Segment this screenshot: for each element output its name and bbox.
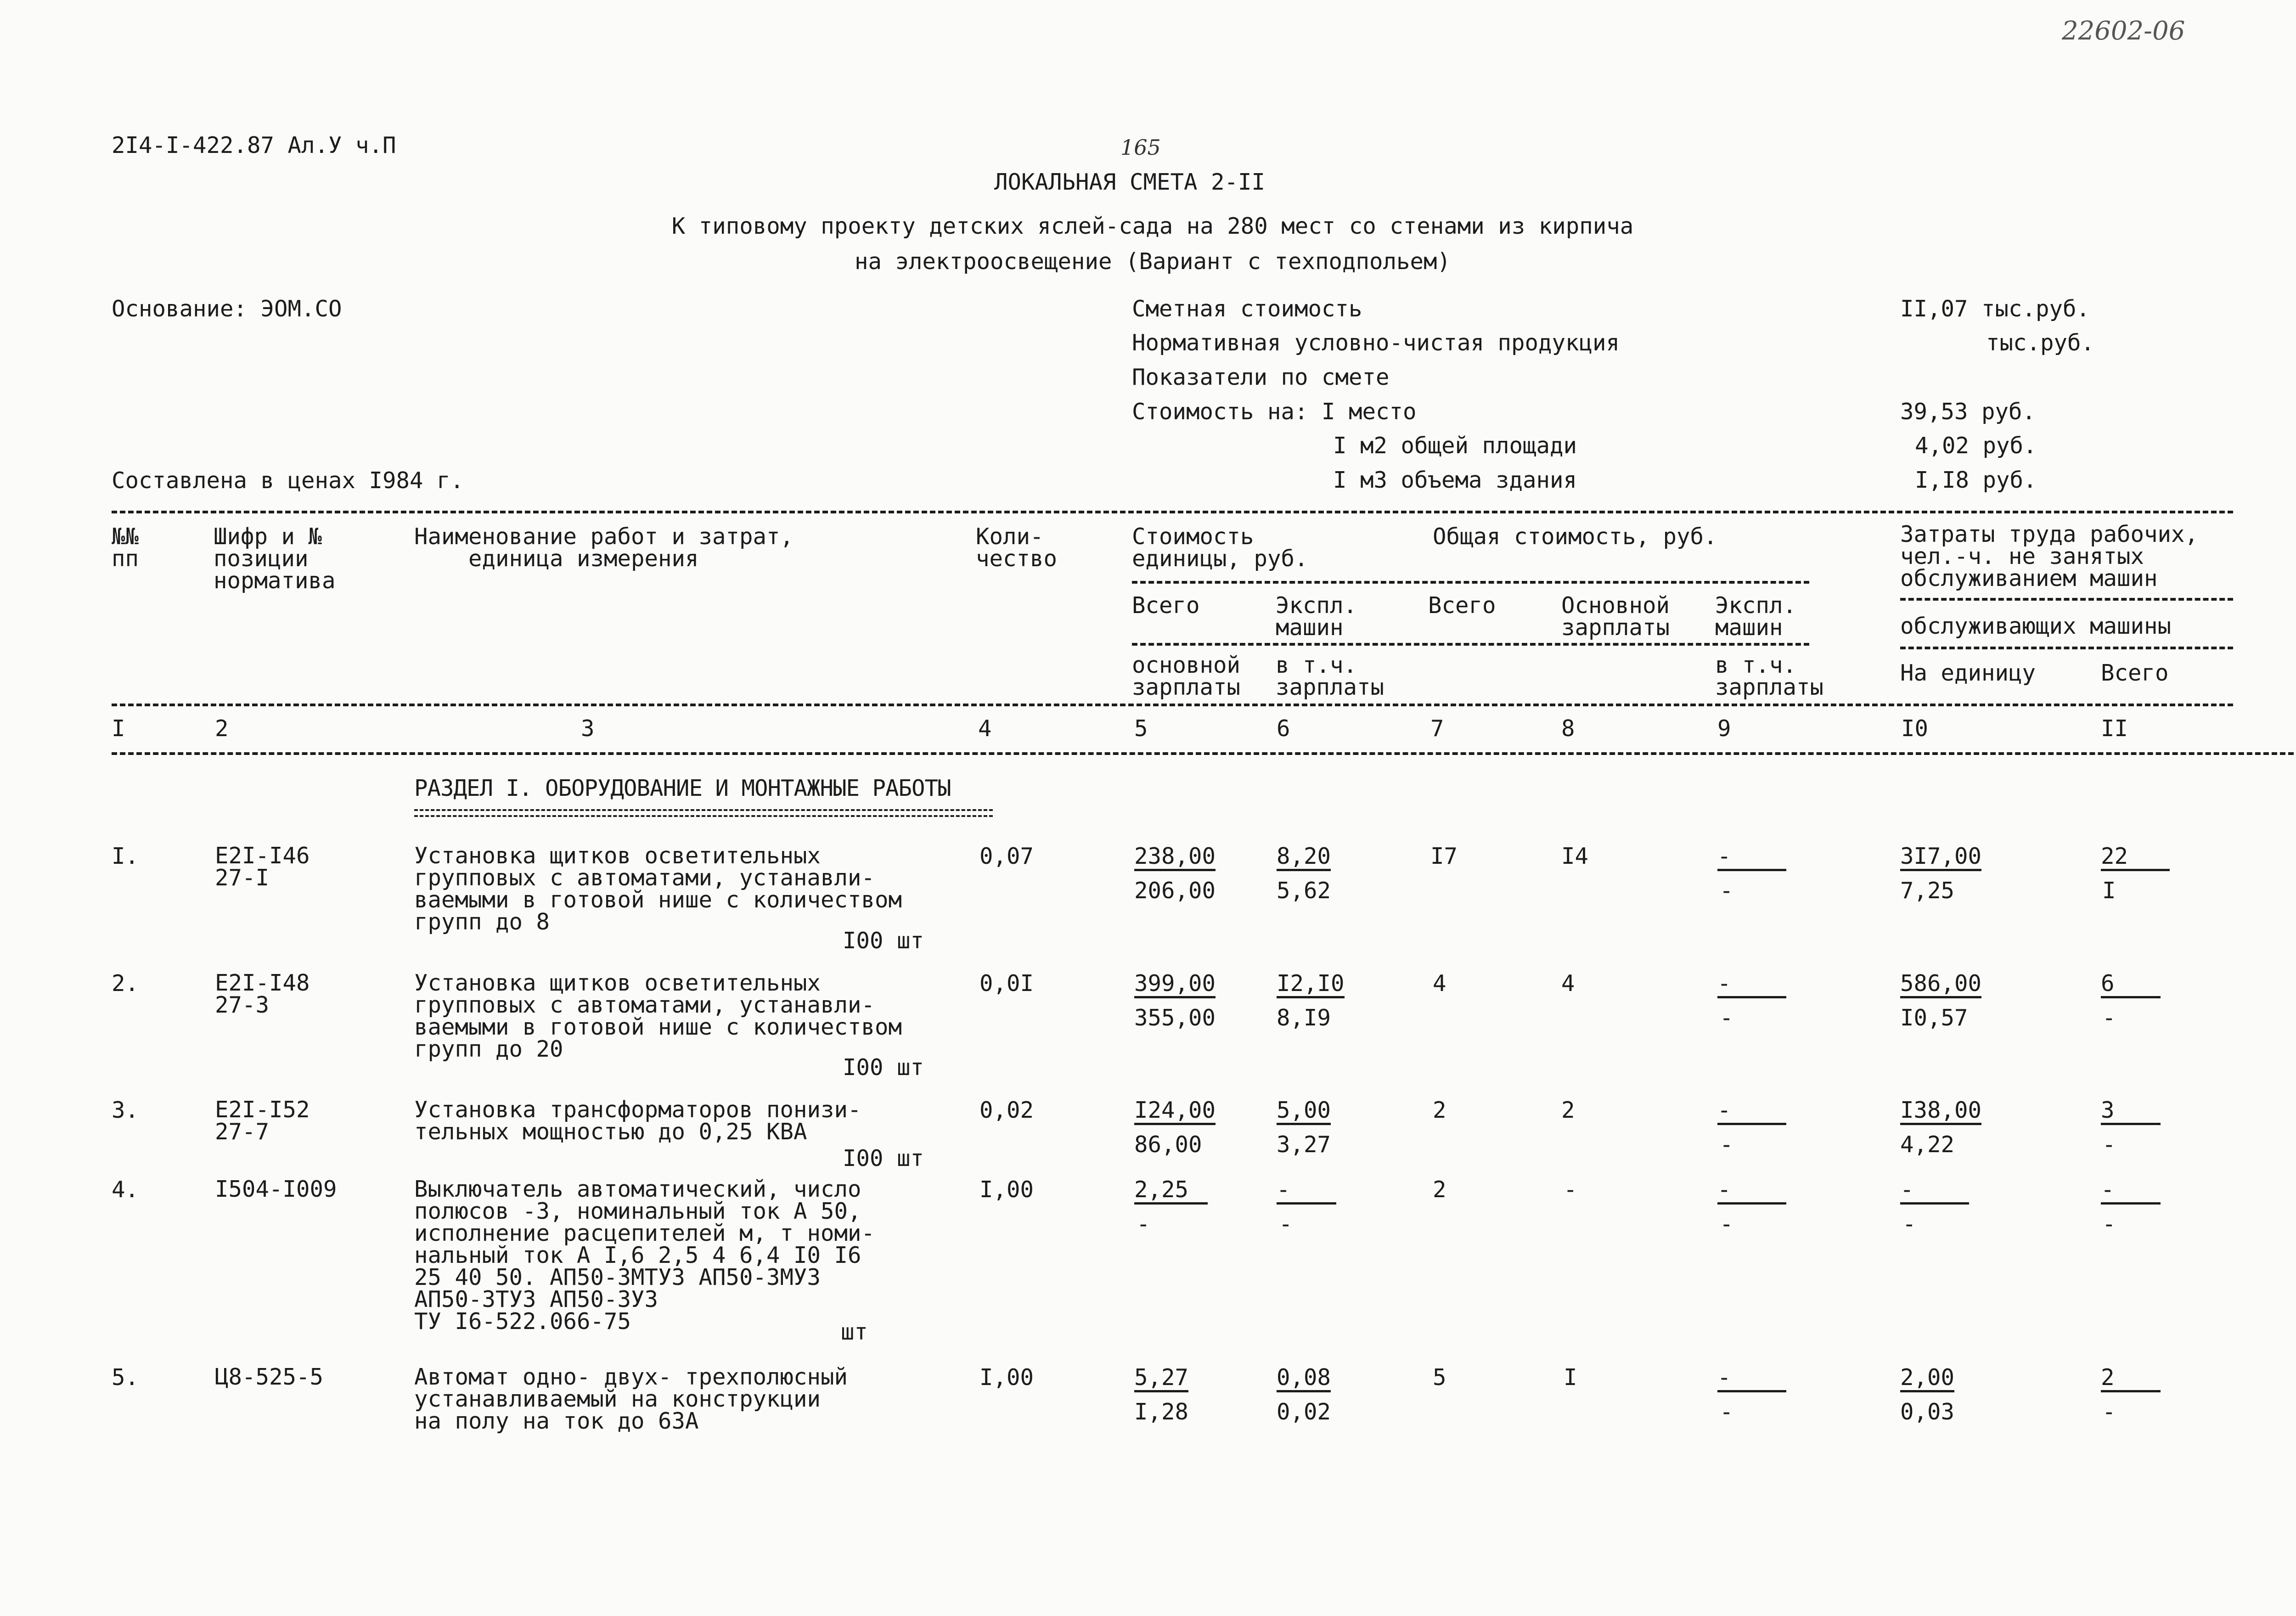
row-1-labour-per-unit: 3I7,00 <box>1900 845 1981 871</box>
row-2-labour-total-machines: - <box>2102 1005 2116 1031</box>
row-5-unit-machine-wages: 0,02 <box>1277 1399 1331 1425</box>
row-3-labour-per-unit: I38,00 <box>1900 1099 1981 1125</box>
row-2-unit-total: 399,00 <box>1134 972 1216 998</box>
table-top-rule <box>112 511 2233 513</box>
per-place-label: Стоимость на: I место <box>1132 399 1417 425</box>
colnum-1: I <box>112 715 125 742</box>
row-2-unit-machines: I2,I0 <box>1277 972 1345 998</box>
row-2-labour-total: 6 <box>2101 972 2161 998</box>
row-5-unit-total: 5,27 <box>1134 1366 1188 1392</box>
row-4-name: Выключатель автоматический, число полюсов -3, номинальный ток А 50, исполнение расцепителей м, т номи- нальный ток А I,6 2,5 4 6,4 I0 I6 25 40 50. АП50-3МТУ3 АП50-3МУ3 АП50-3ТУ3 АП50-3У3 ТУ I6-522.066-75 <box>414 1176 875 1334</box>
row-4-total-wages: - <box>1564 1177 1577 1203</box>
header-bottom-rule <box>112 704 2233 706</box>
row-2-total: 4 <box>1433 970 1446 997</box>
header-col-code: Шифр и № позиции норматива <box>214 524 336 594</box>
row-3-unit: I00 шт <box>842 1145 924 1171</box>
header-total-cost: Общая стоимость, руб. <box>1433 524 1717 550</box>
row-5-total-machine-wages: - <box>1720 1399 1733 1425</box>
row-3-labour-per-unit-machines: 4,22 <box>1900 1132 1955 1158</box>
row-3-unit-wages: 86,00 <box>1134 1132 1202 1158</box>
header-total-machines: Экспл. машин <box>1715 592 1797 641</box>
row-1-total-wages: I4 <box>1561 843 1589 869</box>
row-4-unit-machines: - <box>1277 1178 1336 1205</box>
row-4-unit-wages: - <box>1137 1211 1150 1237</box>
header-rule-labour-sub <box>1900 647 2233 649</box>
colnum-5: 5 <box>1134 715 1148 742</box>
row-3-number: 3. <box>112 1097 139 1123</box>
row-1-labour-total-machines: I <box>2102 878 2116 904</box>
header-rule-sub <box>1132 643 1809 646</box>
row-2-code: Е2I-I48 27-3 <box>215 970 310 1018</box>
per-m2-value: 4,02 руб. <box>1915 433 2037 459</box>
row-3-code: Е2I-I52 27-7 <box>215 1097 310 1145</box>
row-4-total: 2 <box>1433 1177 1446 1203</box>
row-5-labour-total: 2 <box>2101 1366 2161 1392</box>
row-3-total: 2 <box>1433 1097 1446 1123</box>
header-col-number: №№ пп <box>112 524 139 572</box>
row-5-quantity: I,00 <box>979 1364 1034 1391</box>
header-rule-labour <box>1900 598 2233 601</box>
row-1-unit-wages: 206,00 <box>1134 878 1216 904</box>
row-1-unit: I00 шт <box>842 928 924 954</box>
row-5-unit-wages: I,28 <box>1134 1399 1189 1425</box>
row-3-labour-total-machines: - <box>2102 1132 2116 1158</box>
row-1-labour-per-unit-machines: 7,25 <box>1900 878 1955 904</box>
row-5-labour-per-unit: 2,00 <box>1900 1366 1954 1392</box>
row-1-total-machines: - <box>1717 845 1786 871</box>
row-2-number: 2. <box>112 970 139 997</box>
row-3-unit-machines: 5,00 <box>1277 1099 1331 1125</box>
row-1-labour-total: 22 <box>2101 845 2170 871</box>
row-4-code: I504-I009 <box>215 1176 337 1202</box>
row-3-name: Установка трансформаторов понизи- тельных мощностью до 0,25 КВА <box>414 1097 861 1145</box>
colnum-2: 2 <box>215 715 229 742</box>
colnum-bottom-rule <box>112 752 2296 755</box>
row-3-quantity: 0,02 <box>979 1097 1034 1123</box>
row-5-total: 5 <box>1433 1364 1446 1391</box>
row-4-labour-per-unit: - <box>1900 1178 1969 1205</box>
row-3-total-wages: 2 <box>1561 1097 1575 1123</box>
row-3-unit-machine-wages: 3,27 <box>1277 1132 1331 1158</box>
row-2-total-machine-wages: - <box>1720 1005 1733 1031</box>
normative-value: тыс.руб. <box>1986 330 2095 356</box>
header-total-wages: Основной зарплаты <box>1561 592 1670 641</box>
subtitle-line-2: на электроосвещение (Вариант с техподпольем) <box>854 248 1451 275</box>
row-4-unit: шт <box>840 1319 868 1345</box>
row-4-labour-total-machines: - <box>2102 1211 2116 1237</box>
indicators-label: Показатели по смете <box>1132 364 1390 390</box>
colnum-4: 4 <box>978 715 992 742</box>
row-2-unit-wages: 355,00 <box>1134 1005 1216 1031</box>
row-1-code: Е2I-I46 27-I <box>215 843 310 891</box>
row-3-labour-total: 3 <box>2101 1099 2161 1125</box>
row-2-labour-per-unit-machines: I0,57 <box>1900 1005 1968 1031</box>
per-m3-label: I м3 объема здания <box>1333 467 1577 493</box>
row-4-unit-machine-wages: - <box>1279 1211 1293 1237</box>
row-4-unit-total: 2,25 <box>1134 1178 1208 1205</box>
header-labour-total: Всего <box>2101 660 2169 686</box>
page-number: 165 <box>1120 135 1161 160</box>
colnum-7: 7 <box>1430 715 1444 742</box>
row-5-name: Автомат одно- двух- трехполюсный устанавливаемый на конструкции на полу на ток до 63А <box>414 1364 848 1434</box>
per-m2-label: I м2 общей площади <box>1333 433 1577 459</box>
row-5-labour-total-machines: - <box>2102 1399 2116 1425</box>
section-title: РАЗДЕЛ I. ОБОРУДОВАНИЕ И МОНТАЖНЫЕ РАБОТЫ <box>414 775 951 801</box>
row-4-labour-total: - <box>2101 1178 2161 1205</box>
row-4-labour-per-unit-machines: - <box>1902 1211 1916 1237</box>
colnum-9: 9 <box>1717 715 1731 742</box>
page-title: ЛОКАЛЬНАЯ СМЕТА 2-II <box>994 169 1266 195</box>
header-labour-machines: обслуживающих машины <box>1900 613 2172 639</box>
row-2-quantity: 0,0I <box>979 970 1034 997</box>
row-5-total-machines: - <box>1717 1366 1786 1392</box>
colnum-10: I0 <box>1901 715 1929 742</box>
row-1-unit-machines: 8,20 <box>1277 845 1331 871</box>
subtitle-line-1: К типовому проекту детских яслей-сада на 280 мест со стенами из кирпича <box>671 213 1634 239</box>
row-4-quantity: I,00 <box>979 1177 1034 1203</box>
row-5-total-wages: I <box>1564 1364 1577 1391</box>
header-unit-wages: основной зарплаты <box>1132 652 1241 700</box>
row-5-code: Ц8-525-5 <box>215 1364 324 1390</box>
header-total-all: Всего <box>1428 592 1496 619</box>
header-labour-per-unit: На единицу <box>1900 660 2036 686</box>
row-3-total-machines: - <box>1717 1099 1786 1125</box>
header-total-incl-wages: в т.ч. зарплаты <box>1715 652 1824 700</box>
normative-label: Нормативная условно-чистая продукция <box>1132 330 1620 356</box>
row-4-total-machine-wages: - <box>1720 1211 1733 1237</box>
per-m3-value: I,I8 руб. <box>1915 467 2037 493</box>
header-unit-incl-wages: в т.ч. зарплаты <box>1276 652 1384 700</box>
header-labour: Затраты труда рабочих, чел.-ч. не занятых обслуживанием машин <box>1900 521 2199 591</box>
basis: Основание: ЭОМ.СО <box>112 296 342 322</box>
header-rule-costs <box>1132 581 1809 584</box>
estimated-cost-label: Сметная стоимость <box>1132 296 1362 322</box>
header-col-name: Наименование работ и затрат, единица измерения <box>414 524 794 572</box>
document-code: 2I4-I-422.87 Ал.У ч.П <box>112 132 396 158</box>
row-2-labour-per-unit: 586,00 <box>1900 972 1981 998</box>
row-2-unit: I00 шт <box>842 1054 924 1081</box>
row-1-quantity: 0,07 <box>979 843 1034 869</box>
header-col-quantity: Коли- чество <box>976 524 1058 572</box>
row-1-total-machine-wages: - <box>1720 878 1733 904</box>
per-place-value: 39,53 руб. <box>1900 399 2036 425</box>
header-unit-cost: Стоимость единицы, руб. <box>1132 524 1308 572</box>
row-1-unit-total: 238,00 <box>1134 845 1216 871</box>
colnum-3: 3 <box>581 715 595 742</box>
estimated-cost-value: II,07 тыс.руб. <box>1900 296 2090 322</box>
row-2-unit-machine-wages: 8,I9 <box>1277 1005 1331 1031</box>
row-1-unit-machine-wages: 5,62 <box>1277 878 1331 904</box>
colnum-8: 8 <box>1561 715 1575 742</box>
prices-year: Составлена в ценах I984 г. <box>112 467 464 494</box>
section-title-underline <box>414 809 993 817</box>
header-unit-total: Всего <box>1132 592 1200 619</box>
row-1-number: I. <box>112 843 139 869</box>
row-4-number: 4. <box>112 1177 139 1203</box>
row-2-total-machines: - <box>1717 972 1786 998</box>
row-1-name: Установка щитков осветительных групповых с автоматами, устанавли- ваемыми в готовой нише с количеством групп до 8 <box>414 843 902 935</box>
row-3-total-machine-wages: - <box>1720 1132 1733 1158</box>
row-5-unit-machines: 0,08 <box>1277 1366 1331 1392</box>
row-3-unit-total: I24,00 <box>1134 1099 1216 1125</box>
row-4-total-machines: - <box>1717 1178 1786 1205</box>
colnum-11: II <box>2101 715 2128 742</box>
corner-handwritten-note: 22602-06 <box>2062 16 2185 46</box>
row-2-total-wages: 4 <box>1561 970 1575 997</box>
row-5-number: 5. <box>112 1364 139 1391</box>
row-2-name: Установка щитков осветительных групповых с автоматами, устанавли- ваемыми в готовой нише с количеством групп до 20 <box>414 970 902 1062</box>
header-unit-machines: Экспл. машин <box>1276 592 1357 641</box>
row-1-total: I7 <box>1430 843 1458 869</box>
row-5-labour-per-unit-machines: 0,03 <box>1900 1399 1955 1425</box>
colnum-6: 6 <box>1277 715 1290 742</box>
